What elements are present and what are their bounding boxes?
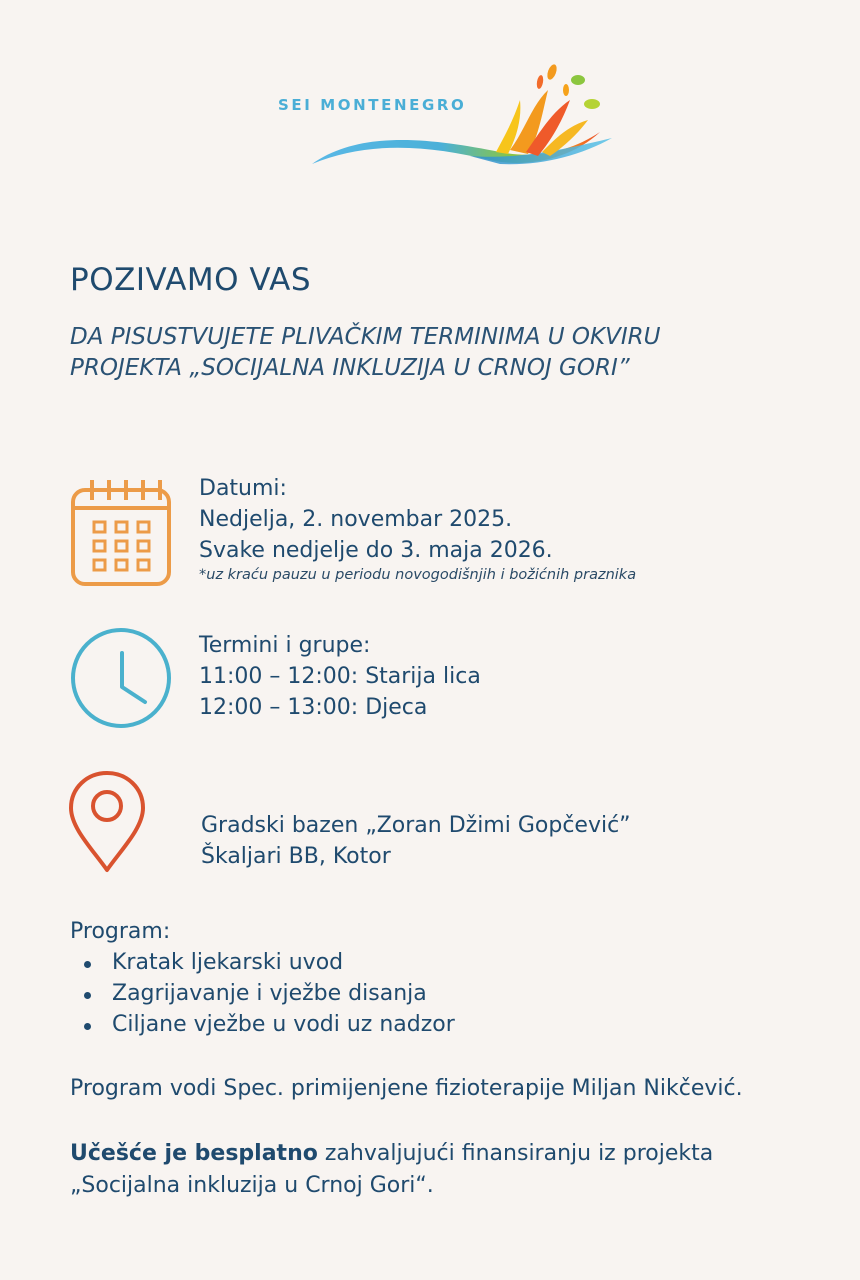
list-item: Ciljane vježbe u vodi uz nadzor [70,1009,455,1040]
program-label: Program: [70,919,171,944]
list-item: Kratak ljekarski uvod [70,947,455,978]
footer-line: „Socijalna inkluzija u Crnoj Gori“. [70,1173,434,1198]
dates-line: Nedjelja, 2. novembar 2025. [199,507,513,532]
subtitle-line: DA PISUSTVUJETE PLIVAČKIM TERMINIMA U OKVIRU [70,324,661,350]
sei-montenegro-logo [270,60,630,170]
location-line: Gradski bazen „Zoran Džimi Gopčević” [201,813,631,838]
dates-note: *uz kraću pauzu u periodu novogodišnjih i božićnih praznika [199,567,637,583]
dates-line: Svake nedjelje do 3. maja 2026. [199,538,553,563]
location-line: Škaljari BB, Kotor [201,844,391,869]
page-subtitle [70,322,810,384]
schedule-block [199,630,481,723]
schedule-slot: 12:00 – 13:00: Djeca [199,695,428,720]
location-pin-icon [68,770,146,874]
clock-icon [70,627,172,729]
footer-bold: Učešće je besplatno [70,1141,318,1166]
logo-swoosh-icon [270,60,630,170]
dates-label: Datumi: [199,476,287,501]
footer-text-1: zahvaljujući finansiranju iz projekta [317,1141,714,1166]
footer-line [70,1138,830,1170]
schedule-slot: 11:00 – 12:00: Starija lica [199,664,481,689]
list-item: Zagrijavanje i vježbe disanja [70,978,455,1009]
location-block [201,810,631,872]
subtitle-line: PROJEKTA „SOCIJALNA INKLUZIJA U CRNOJ GORI” [70,355,630,381]
schedule-label: Termini i grupe: [199,633,371,658]
footer-text [70,1138,830,1202]
calendar-icon [70,478,172,588]
program-list [70,947,455,1040]
dates-block [199,473,636,584]
program-lead: Program vodi Spec. primijenjene fizioterapije Miljan Nikčević. [70,1076,743,1101]
page-title: POZIVAMO VAS [70,262,312,298]
program-section [70,916,455,1040]
logo-text: SEI MONTENEGRO [278,96,467,114]
